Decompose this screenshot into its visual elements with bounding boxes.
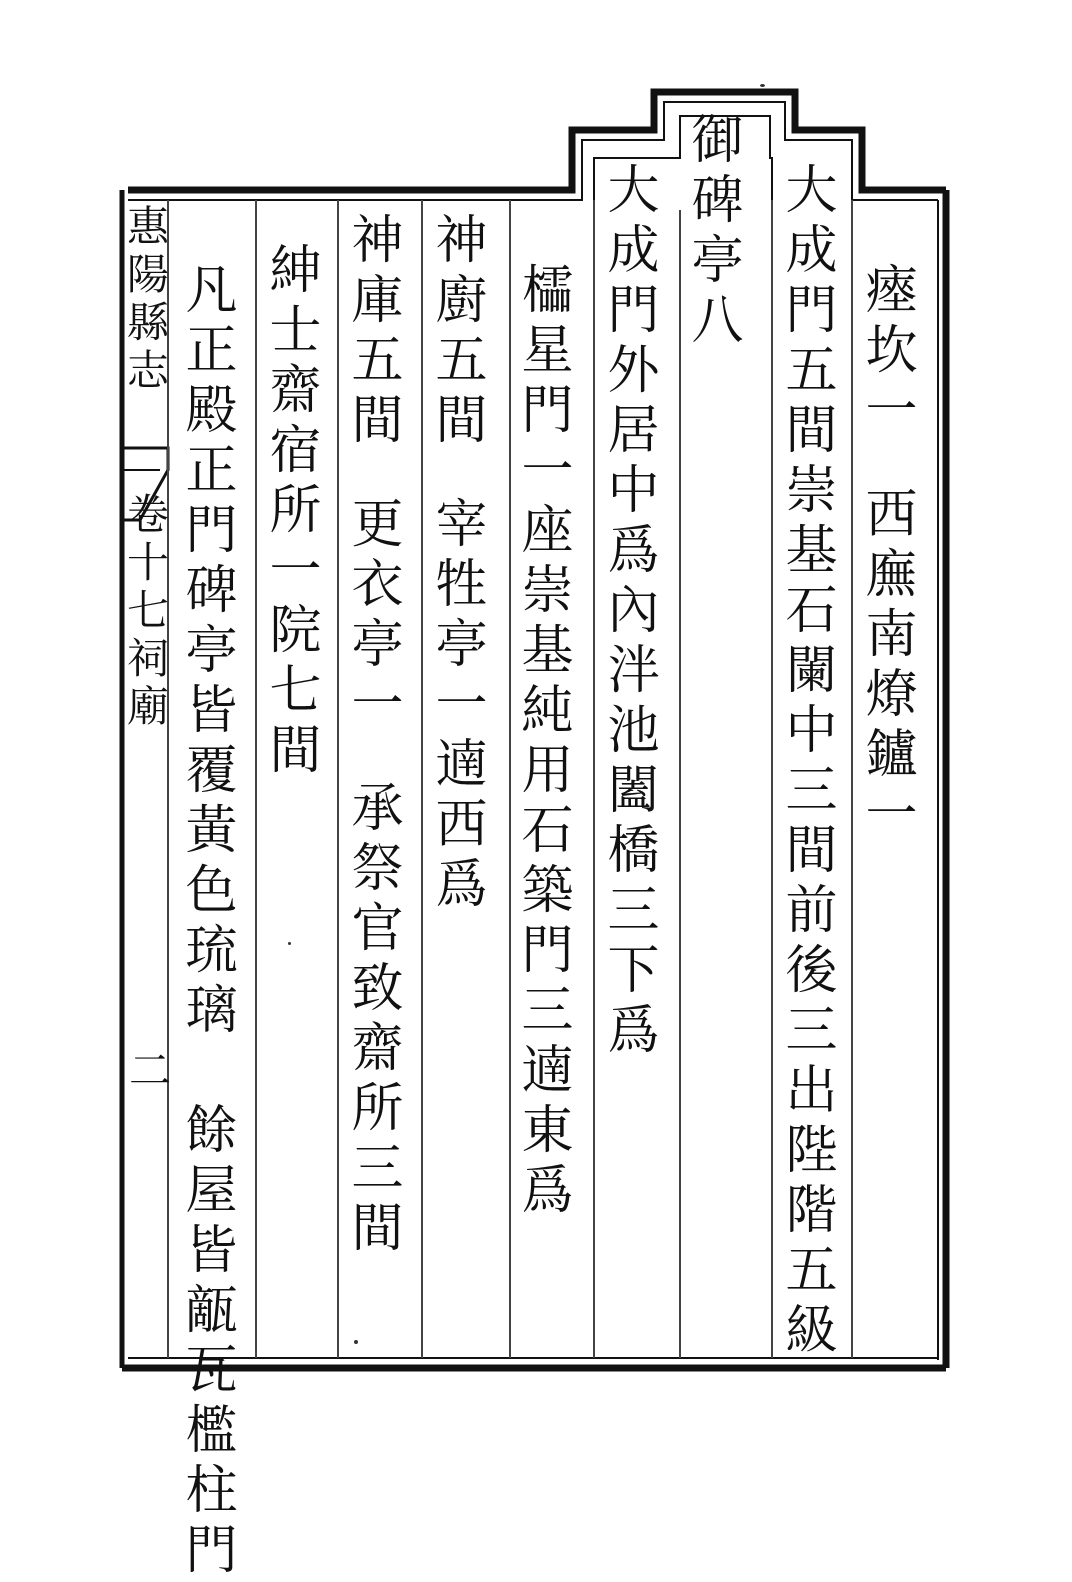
margin-volume bbox=[121, 492, 170, 732]
text-column-4 bbox=[512, 262, 572, 1222]
margin-page-number bbox=[123, 1048, 172, 1096]
column-text: 神庫五間 bbox=[342, 212, 402, 452]
text-column-6 bbox=[342, 212, 402, 1260]
column-text: 神廚五間 bbox=[426, 212, 486, 452]
column-text: 宰牲亭一遖西爲 bbox=[426, 496, 486, 916]
margin-book-title bbox=[121, 204, 170, 396]
ink-speck bbox=[288, 942, 291, 945]
column-text: 大成門外居中爲內泮池闔橋三下爲 bbox=[598, 162, 658, 1062]
volume-text: 卷十七祠廟 bbox=[121, 492, 170, 732]
column-text: 更衣亭一 bbox=[342, 496, 402, 736]
text-column-3 bbox=[598, 162, 658, 1062]
text-column-1 bbox=[856, 262, 916, 846]
page-number-text: 二 bbox=[123, 1048, 172, 1096]
column-text: 承祭官致齋所三間 bbox=[342, 780, 402, 1260]
book-title-text: 惠陽縣志 bbox=[121, 204, 170, 396]
ink-speck bbox=[760, 84, 765, 87]
column-text: 紳士齋宿所一院七間 bbox=[260, 242, 320, 782]
column-text: 西廡南燎鑪一 bbox=[856, 486, 916, 846]
column-text: 餘屋皆甋瓦檻柱門 bbox=[176, 1102, 236, 1582]
text-column-5 bbox=[426, 212, 486, 916]
banner-title-text: 御碑亭八 bbox=[682, 112, 742, 352]
column-text: 櫺星門一座崇基純用石築門三遖東爲 bbox=[512, 262, 572, 1222]
column-text: 凡正殿正門碑亭皆覆黃色琉璃 bbox=[176, 262, 236, 1042]
column-text: 瘞坎一 bbox=[856, 262, 916, 442]
text-column-7 bbox=[260, 242, 320, 782]
banner-title bbox=[682, 112, 742, 352]
column-text: 大成門五間崇基石闌中三間前後三出陛階五級 bbox=[776, 162, 836, 1362]
text-column-8 bbox=[176, 262, 236, 1582]
ink-speck bbox=[354, 1340, 358, 1344]
text-column-2 bbox=[776, 162, 836, 1362]
